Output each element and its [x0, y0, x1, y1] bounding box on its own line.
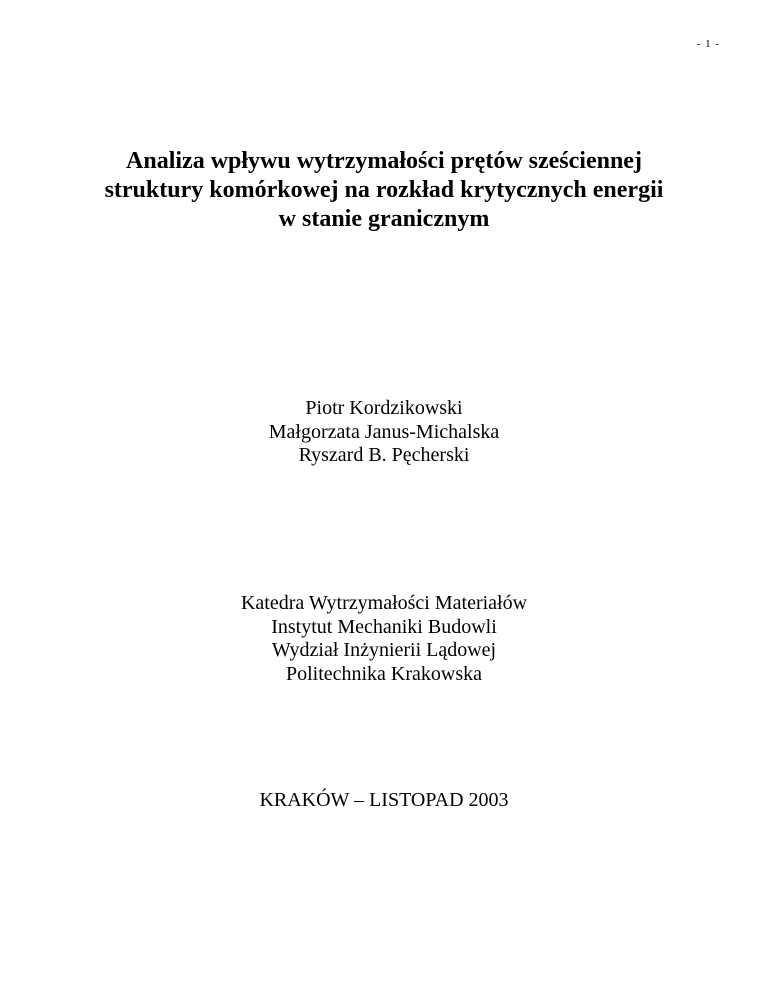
author-list [0, 397, 768, 468]
page-number: - 1 - [696, 38, 720, 50]
affiliation-line: Wydział Inżynierii Lądowej [271, 639, 497, 661]
affiliation-line: Katedra Wytrzymałości Materiałów [240, 592, 528, 614]
title-line: w stanie granicznym [278, 206, 490, 232]
title-line: struktury komórkowej na rozkład krytycznych energii [104, 177, 664, 203]
affiliation-line: Instytut Mechaniki Budowli [271, 615, 497, 638]
author-name: Ryszard B. Pęcherski [298, 444, 470, 466]
affiliation-line: Politechnika Krakowska [285, 662, 483, 685]
author-name: Piotr Kordzikowski [305, 397, 463, 419]
document-title [0, 147, 768, 234]
author-name: Małgorzata Janus-Michalska [268, 420, 500, 443]
place-and-date: KRAKÓW – LISTOPAD 2003 [259, 789, 509, 811]
title-line: Analiza wpływu wytrzymałości prętów sześciennej [126, 148, 642, 174]
affiliation-block [0, 592, 768, 686]
